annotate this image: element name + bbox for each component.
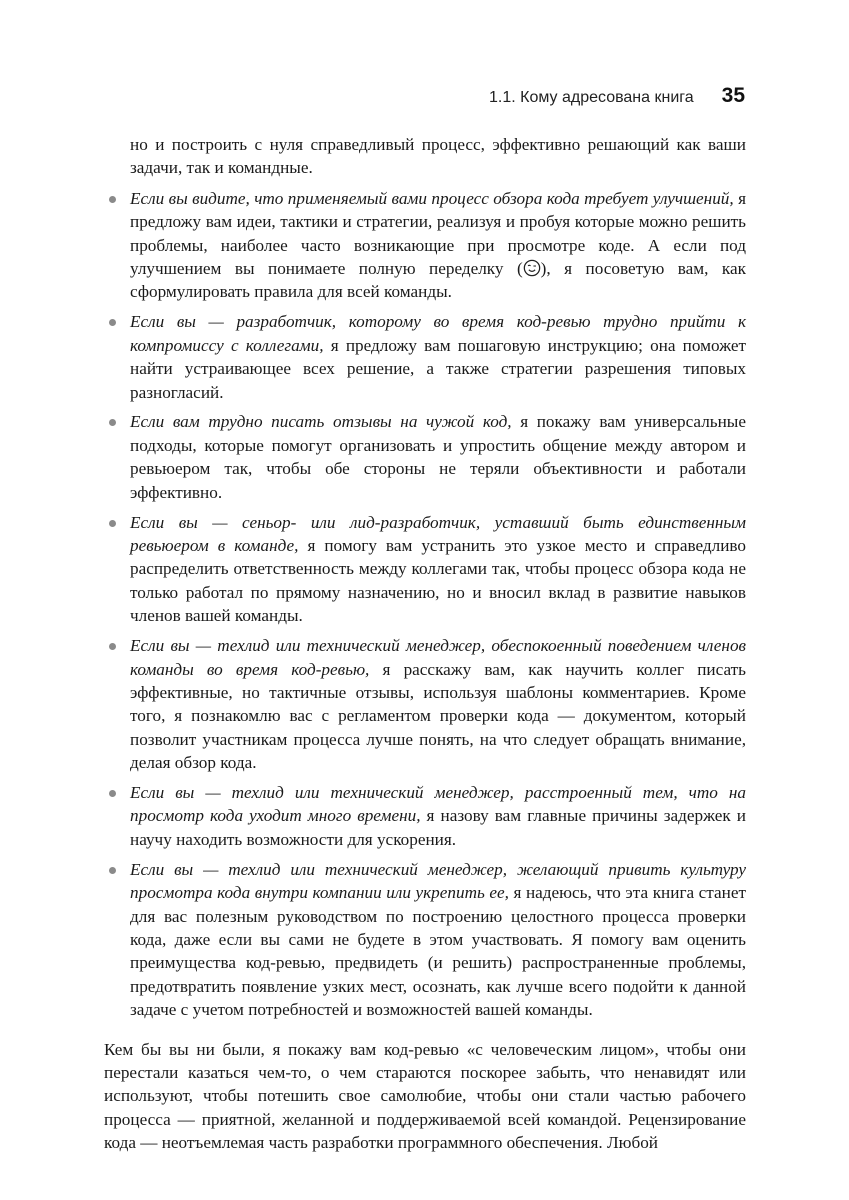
list-item bbox=[104, 634, 746, 774]
list-item-lead: Если вы — техлид или технический менеджер, желающий привить культуру просмотра кода внутри компании или укрепить ее, bbox=[130, 859, 746, 903]
list-item bbox=[104, 511, 746, 628]
list-item-lead: Если вам трудно писать отзывы на чужой код, bbox=[130, 412, 512, 432]
running-head bbox=[489, 84, 745, 108]
list-item bbox=[104, 781, 746, 851]
list-item bbox=[104, 410, 746, 504]
list-item-lead: Если вы видите, что применяемый вами процесс обзора кода требует улучшений, bbox=[130, 188, 734, 208]
continuation-paragraph: но и построить с нуля справедливый процесс, эффективно решающий как ваши задачи, так и командные. bbox=[130, 135, 746, 178]
bullet-icon bbox=[109, 643, 116, 650]
list-item-lead: Если вы — разработчик, которому во время код-ревью трудно прийти к компромиссу с коллегами, bbox=[130, 312, 746, 355]
list-item bbox=[104, 187, 746, 304]
list-item-lead: Если вы — техлид или технический менеджер, расстроенный тем, что на просмотр кода уходит много времени, bbox=[130, 783, 746, 826]
bullet-icon bbox=[109, 419, 116, 426]
bullet-icon bbox=[109, 520, 116, 527]
list-item-lead: Если вы — сеньор- или лид-разработчик, уставший быть единственным ревьюером в команде, bbox=[130, 512, 746, 555]
bullet-icon bbox=[109, 196, 116, 203]
section-title: 1.1. Кому адресована книга bbox=[489, 89, 694, 106]
list-item bbox=[104, 858, 746, 1022]
bullet-icon bbox=[109, 790, 116, 797]
list-item-text: я помогу вам устранить это узкое место и справедливо распределить ответственность между коллегами так, чтобы процесс обзора кода не только работал по прямому назначению, но и вносил вклад в развитие навыков членов вашей команды. bbox=[130, 536, 746, 626]
list-item-text: я надеюсь, что эта книга станет для вас полезным руководством по построению целостного процесса проверки кода, даже если вы сами не будете в этом участвовать. Я помогу вам оценить преимущества код-ревью, предвидеть (и решить) распространенные проблемы, предотвратить появление узких мест, осознать, как лучше всего подойти к данной задаче с учетом потребностей и возможностей вашей команды. bbox=[130, 883, 746, 1020]
list-item bbox=[104, 310, 746, 404]
list-item-text-after: ), я посоветую вам, как сформулировать правила для всей команды. bbox=[130, 259, 746, 302]
list-item-text: я покажу вам универсальные подходы, которые помогут организовать и упростить общение между автором и ревьюером так, чтобы обе стороны не теряли объективности и работали эффективно. bbox=[130, 412, 746, 502]
body-text bbox=[104, 133, 746, 1155]
audience-list bbox=[104, 187, 746, 1022]
bullet-icon bbox=[109, 867, 116, 874]
list-item-lead: Если вы — техлид или технический менеджер, обеспокоенный поведением членов команды во время код-ревью, bbox=[130, 636, 746, 679]
page-number: 35 bbox=[721, 84, 745, 107]
closing-paragraph: Кем бы вы ни были, я покажу вам код-ревью «с человеческим лицом», чтобы они перестали казаться чем-то, о чем стараются поскорее забыть, что ненавидят или используют, чтобы потешить свое самолюбие, чтобы они стали частью рабочего процесса — приятной, желанной и поддерживаемой всей командой. Рецензирование кода — неотъемлемая часть разработки программного обеспечения. Любой bbox=[104, 1039, 746, 1153]
list-item-text: я предложу вам идеи, тактики и стратегии, реализуя и пробуя которые можно решить проблемы, наиболее часто возникающие при просмотре коде. А если под улучшением вы понимаете полную переделку ( bbox=[130, 188, 746, 279]
list-item-text: я расскажу вам, как научить коллег писать эффективные, но тактичные отзывы, используя шаблоны комментариев. Кроме того, я познакомлю вас с регламентом проверки кода — документом, который позволит участникам процесса лучше понять, на что следует обращать внимание, делая обзор кода. bbox=[130, 659, 746, 773]
list-item-text: я назову вам главные причины задержек и научу находить возможности для ускорения. bbox=[130, 806, 746, 849]
list-item-text: я предложу вам пошаговую инструкцию; она поможет найти устраивающее всех решение, а также стратегии разрешения типовых разногласий. bbox=[130, 335, 746, 402]
wink-emoji-icon bbox=[523, 259, 541, 277]
bullet-icon bbox=[109, 319, 116, 326]
